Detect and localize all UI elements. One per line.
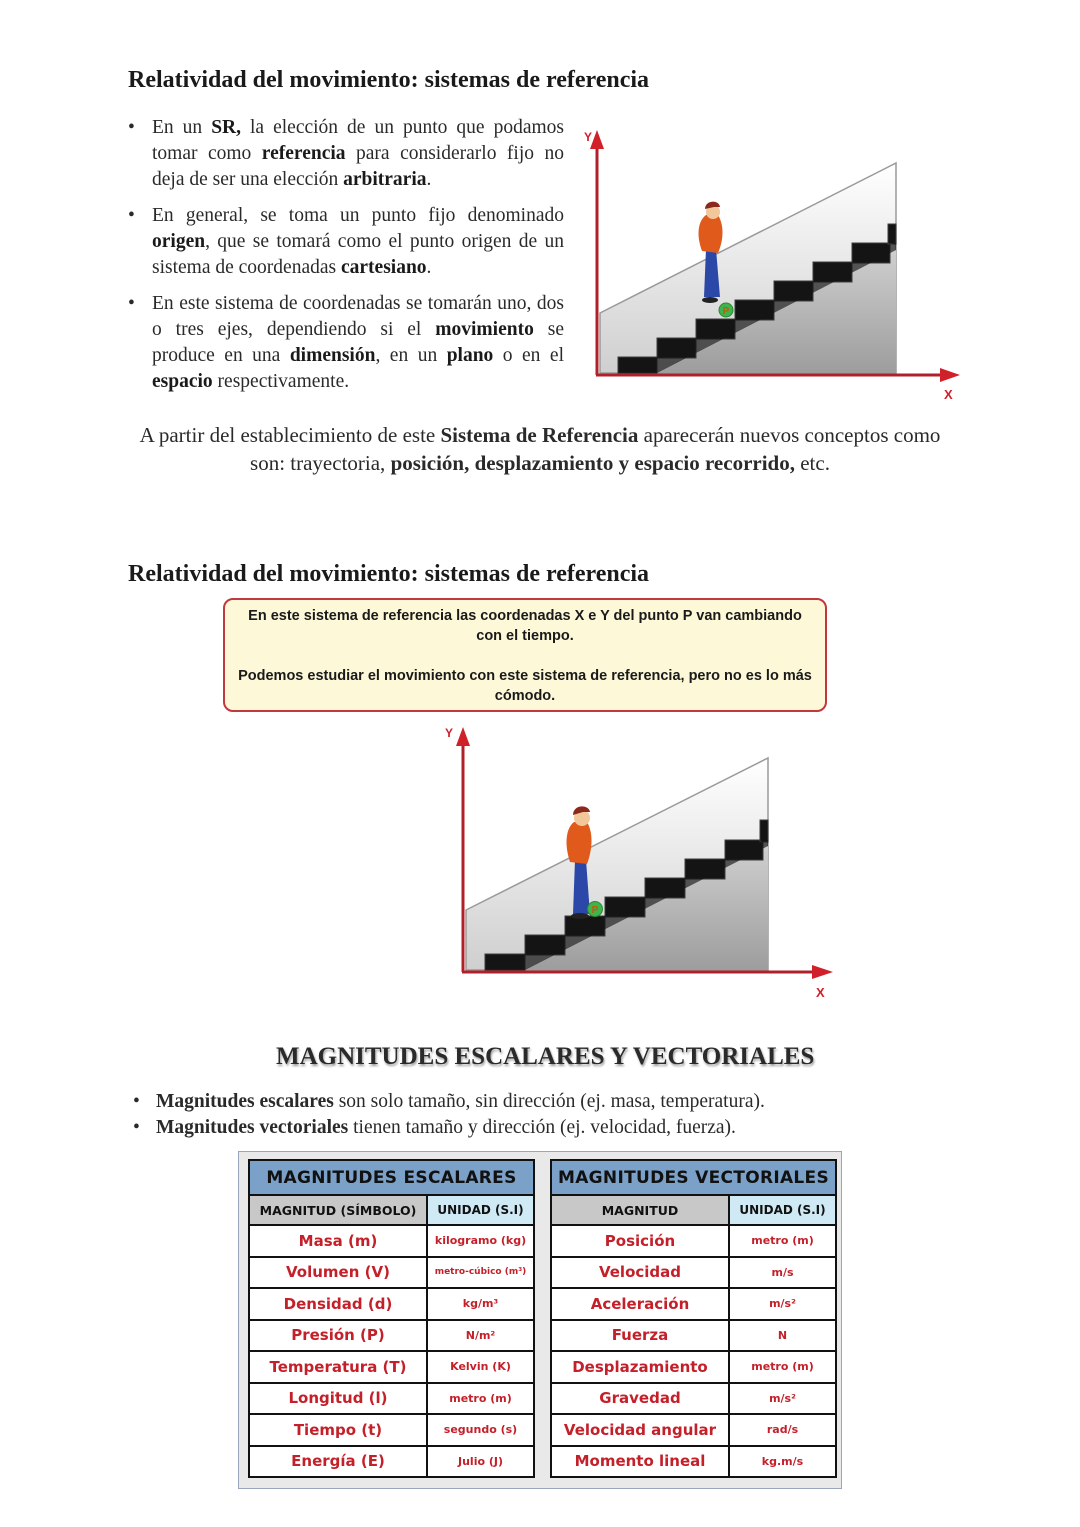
x-axis-label: X	[944, 387, 953, 402]
section1-bullet-list	[128, 115, 564, 395]
section2-title: Relatividad del movimiento: sistemas de referencia	[128, 561, 650, 587]
bullet-item: • En este sistema de coordenadas se tomarán uno, dos o tres ejes, dependiendo si el movimiento se produce en una dimensión, en un plano o en el espacio respectivamente.	[128, 291, 564, 395]
section1-paragraph: A partir del establecimiento de este Sistema de Referencia aparecerán nuevos conceptos como son: trayectoria, posición, desplazamiento y espacio recorrido, etc.	[139, 423, 941, 475]
svg-text:P: P	[591, 905, 599, 916]
vector-col-magnitude: MAGNITUD	[551, 1195, 729, 1225]
point-p-marker	[588, 902, 603, 917]
magnitudes-bullet-list	[128, 1089, 765, 1141]
magnitudes-tables-panel	[238, 1151, 842, 1489]
table-row: Temperatura (T) Kelvin (K)	[249, 1351, 534, 1383]
table-row: Energía (E) Julio (J)	[249, 1446, 534, 1478]
table-row: Masa (m) kilogramo (kg)	[249, 1225, 534, 1257]
table-row: Posición metro (m)	[551, 1225, 836, 1257]
vector-table-title: MAGNITUDES VECTORIALES	[551, 1160, 836, 1195]
y-axis-arrow-icon	[456, 727, 470, 746]
staircase-diagram-1	[578, 125, 968, 410]
section1-title: Relatividad del movimiento: sistemas de referencia	[128, 67, 650, 93]
point-p-marker	[719, 303, 733, 317]
svg-text:P: P	[722, 306, 730, 317]
table-row: Longitud (l) metro (m)	[249, 1383, 534, 1415]
scalar-col-magnitude: MAGNITUD (SÍMBOLO)	[249, 1195, 427, 1225]
staircase-diagram-2	[440, 722, 840, 1002]
scalar-magnitudes-table	[248, 1159, 535, 1478]
table-row: Tiempo (t) segundo (s)	[249, 1414, 534, 1446]
y-axis-label: Y	[584, 130, 593, 144]
magnitudes-title: MAGNITUDES ESCALARES Y VECTORIALES	[276, 1043, 815, 1070]
callout-line-1: En este sistema de referencia las coordenadas X e Y del punto P van cambiando con el tiempo.	[248, 608, 802, 644]
x-axis-label: X	[816, 985, 825, 1000]
callout-line-2: Podemos estudiar el movimiento con este sistema de referencia, pero no es lo más cómodo.	[238, 668, 812, 704]
table-row: Velocidad m/s	[551, 1257, 836, 1289]
table-row: Volumen (V) metro-cúbico (m³)	[249, 1257, 534, 1289]
table-row: Momento lineal kg.m/s	[551, 1446, 836, 1478]
table-row: Gravedad m/s²	[551, 1383, 836, 1415]
bullet-item: • Magnitudes escalares son solo tamaño, sin dirección (ej. masa, temperatura).	[128, 1089, 765, 1115]
table-row: Presión (P) N/m²	[249, 1320, 534, 1352]
bullet-item: • Magnitudes vectoriales tienen tamaño y dirección (ej. velocidad, fuerza).	[128, 1115, 765, 1141]
table-row: Desplazamiento metro (m)	[551, 1351, 836, 1383]
table-row: Fuerza N	[551, 1320, 836, 1352]
scalar-table-title: MAGNITUDES ESCALARES	[249, 1160, 534, 1195]
x-axis-arrow-icon	[940, 368, 960, 382]
vector-col-unit: UNIDAD (S.I)	[729, 1195, 836, 1225]
table-row: Densidad (d) kg/m³	[249, 1288, 534, 1320]
table-row: Velocidad angular rad/s	[551, 1414, 836, 1446]
info-callout	[223, 598, 827, 712]
scalar-col-unit: UNIDAD (S.I)	[427, 1195, 534, 1225]
bullet-item: • En un SR, la elección de un punto que podamos tomar como referencia para considerarlo fijo no deja de ser una elección arbitraria.	[128, 115, 564, 193]
y-axis-arrow-icon	[590, 130, 604, 149]
x-axis-arrow-icon	[812, 965, 833, 979]
table-row: Aceleración m/s²	[551, 1288, 836, 1320]
bullet-item: • En general, se toma un punto fijo denominado origen, que se tomará como el punto origen de un sistema de coordenadas cartesiano.	[128, 203, 564, 281]
vector-magnitudes-table	[550, 1159, 837, 1478]
y-axis-label: Y	[445, 726, 454, 740]
